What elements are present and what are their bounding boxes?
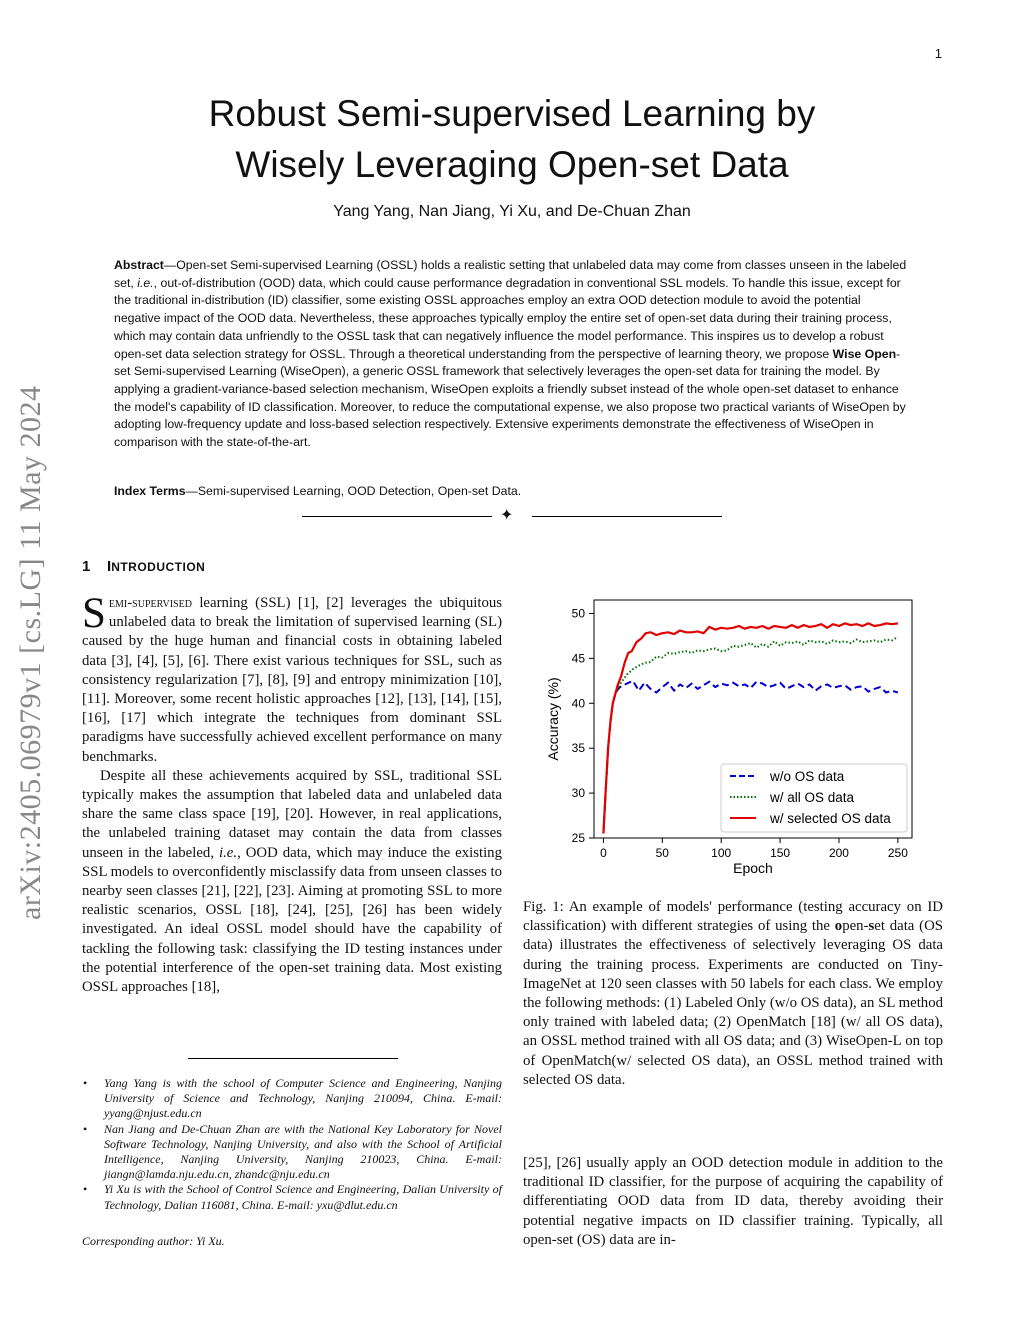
footnote-item: • Yi Xu is with the School of Control Science and Engineering, Dalian University of Technology, Dalian 116081, China. E-mail: yxu@dlut.edu.cn [104,1182,502,1212]
intro-ie: i.e. [218,844,238,861]
x-tick-label: 200 [828,846,849,860]
section-number: 1 [82,558,91,575]
chart-legend [721,764,907,832]
figure-caption [523,898,943,1090]
y-tick-label: 30 [571,786,585,801]
caption-text-pen: pen- [842,918,869,935]
footnote-list [82,1076,502,1213]
legend-label-selected-os: w/ selected OS data [770,811,891,826]
intro-paragraph-2 [82,767,502,997]
title-line-2: Wisely Leveraging Open-set Data [235,144,789,185]
separator-rule-right [532,516,722,517]
paper-title [0,88,1024,190]
accuracy-chart [540,596,920,886]
separator-rule-left [302,516,492,517]
caption-text-a: Fig. 1: An example of models' performance (testing accuracy on ID classification) with different strategies of using the [523,899,943,935]
x-tick-label: 100 [711,846,732,860]
caption-bold-s: s [868,918,875,935]
index-terms [114,484,910,498]
y-tick-label: 35 [571,741,585,756]
x-axis-label: Epoch [733,860,773,876]
abstract-ie: i.e. [137,275,154,290]
caption-text-b: et data (OS data) illustrates the effectiveness of selectively leveraging OS data during the training process. Experiments are conducted on Tiny-ImageNet at 120 seen classes with 50 labels for each class. We employ the following methods: (1) Labeled Only (w/o OS data), an SL method only trained with labeled data; (2) OpenMatch [18] (w/ all OS data), an OSSL method trained with all OS data; and (3) WiseOpen-L on top of OpenMatch(w/ selected OS data), an OSSL method trained with selected OS data. [523,918,943,1088]
intro-paragraph-2-text-b: , OOD data, which may induce the existing SSL models to overconfidently misclassify data from unseen classes to nearby seen classes [21], [22], [23]. Aiming at promoting SSL to more realistic scenarios, OSSL [18], [24], [25], [26] has been widely investigated. An ideal OSSL model should have the capability of tackling the following task: classifying the ID testing instances under the potential interference of the open-set training data. Most existing OSSL approaches [18], [82,844,502,996]
index-terms-label: Index Terms [114,484,186,498]
section-title-initial: I [107,558,112,575]
y-tick-label: 40 [571,696,585,711]
intro-paragraph-1-text: learning (SSL) [1], [2] leverages the ubiquitous unlabeled data to break the limitation of supervised learning (SL) caused by the huge human and financial costs in obtaining labeled data [3], [4], [5], [6]. There exist various techniques for SSL, such as consistency regularization [7], [8], [9] and entropy minimization [10], [11]. Moreover, some recent holistic approaches [12], [13], [14], [15], [16], [17] which integrate the techniques from dominant SSL paradigms have successfully achieved excellent performance on many benchmarks. [82,595,502,765]
intro-paragraph-2-text-a: Despite all these achievements acquired by SSL, traditional SSL typically makes the assumption that labeled data and unlabeled data share the same class space [19], [20]. However, in real applications, the unlabeled training dataset may contain the data from classes unseen in the labeled, [82,767,502,861]
x-tick-label: 150 [770,846,791,860]
corresponding-author: Corresponding author: Yi Xu. [82,1234,225,1248]
legend-label-without-os: w/o OS data [770,769,845,784]
y-tick-label: 50 [571,606,585,621]
section-title-rest: NTRODUCTION [111,560,206,574]
y-axis-label: Accuracy (%) [545,677,561,761]
x-tick-label: 0 [600,846,607,860]
abstract-wise-open: Wise Open [832,346,897,361]
page-number: 1 [934,46,942,61]
arxiv-identifier: arXiv:2405.06979v1 [cs.LG] 11 May 2024 [14,385,47,920]
footnote-item: • Nan Jiang and De-Chuan Zhan are with the National Key Laboratory for Novel Software Technology, Nanjing University, and also with the School of Artificial Intelligence, Nanjing University, Nanjing 210023, China. E-mail: jiangn@lamda.nju.edu.cn, zhandc@nju.edu.cn [104,1122,502,1183]
footnote-item: • Yang Yang is with the school of Computer Science and Engineering, Nanjing University of Science and Technology, Nanjing 210094, China. E-mail: yyang@njust.edu.cn [104,1076,502,1122]
x-tick-label: 50 [655,846,669,860]
section-heading-introduction [82,558,205,575]
intro-paragraph-1 [82,590,502,767]
intro-smallcaps: emi-supervised [108,595,192,611]
separator-star-icon: ✦ [500,505,514,524]
author-list: Yang Yang, Nan Jiang, Yi Xu, and De-Chuan Zhan [333,203,691,220]
legend-label-all-os: w/ all OS data [770,790,855,805]
x-tick-label: 250 [887,846,908,860]
abstract [114,257,910,452]
caption-bold-o: o [834,918,843,935]
y-tick-label: 25 [571,831,585,845]
intro-column-left [82,590,502,997]
drop-cap: S [82,590,106,637]
abstract-text-2: , out-of-distribution (OOD) data, which could cause performance degradation in conventional SSL models. To handle this issue, except for the traditional in-distribution (ID) classifier, some existing OSSL approaches employ an extra OOD detection module to avoid the potential negative impact of the OOD data. Nevertheless, these approaches typically employ the entire set of open-set data during their training process, which may contain data unfriendly to the OSSL task that can negatively influence the model performance. This inspires us to develop a robust open-set data selection strategy for OSSL. Through a theoretical understanding from the perspective of learning theory, we propose [114,275,901,361]
abstract-text-3: -set Semi-supervised Learning (WiseOpen), a generic OSSL framework that selectively leverages the open-set data for training the model. By applying a gradient-variance-based selection mechanism, WiseOpen exploits a friendly subset instead of the whole open-set dataset to enhance the model's capability of ID classification. Moreover, to reduce the computational expense, we also propose two practical variants of WiseOpen by adopting low-frequency update and loss-based selection respectively. Extensive experiments demonstrate the effectiveness of WiseOpen in comparison with the state-of-the-art. [114,346,906,450]
footnote-rule [188,1058,398,1059]
y-tick-label: 45 [571,651,585,666]
index-terms-text: —Semi-supervised Learning, OOD Detection, Open-set Data. [185,484,522,498]
abstract-label: Abstract [114,258,164,272]
title-line-1: Robust Semi-supervised Learning by [208,93,816,134]
intro-column-right: [25], [26] usually apply an OOD detection module in addition to the traditional ID classifier, for the purpose of acquiring the capability of differentiating OOD data from ID data, thereby avoiding their potential negative impacts on ID classifier training. Typically, all open-set (OS) data are in- [523,1155,943,1248]
abstract-text-1: —Open-set Semi-supervised Learning (OSSL) holds a realistic setting that unlabeled data may come from classes unseen in the labeled set, [114,258,907,290]
footnotes [82,1076,502,1213]
